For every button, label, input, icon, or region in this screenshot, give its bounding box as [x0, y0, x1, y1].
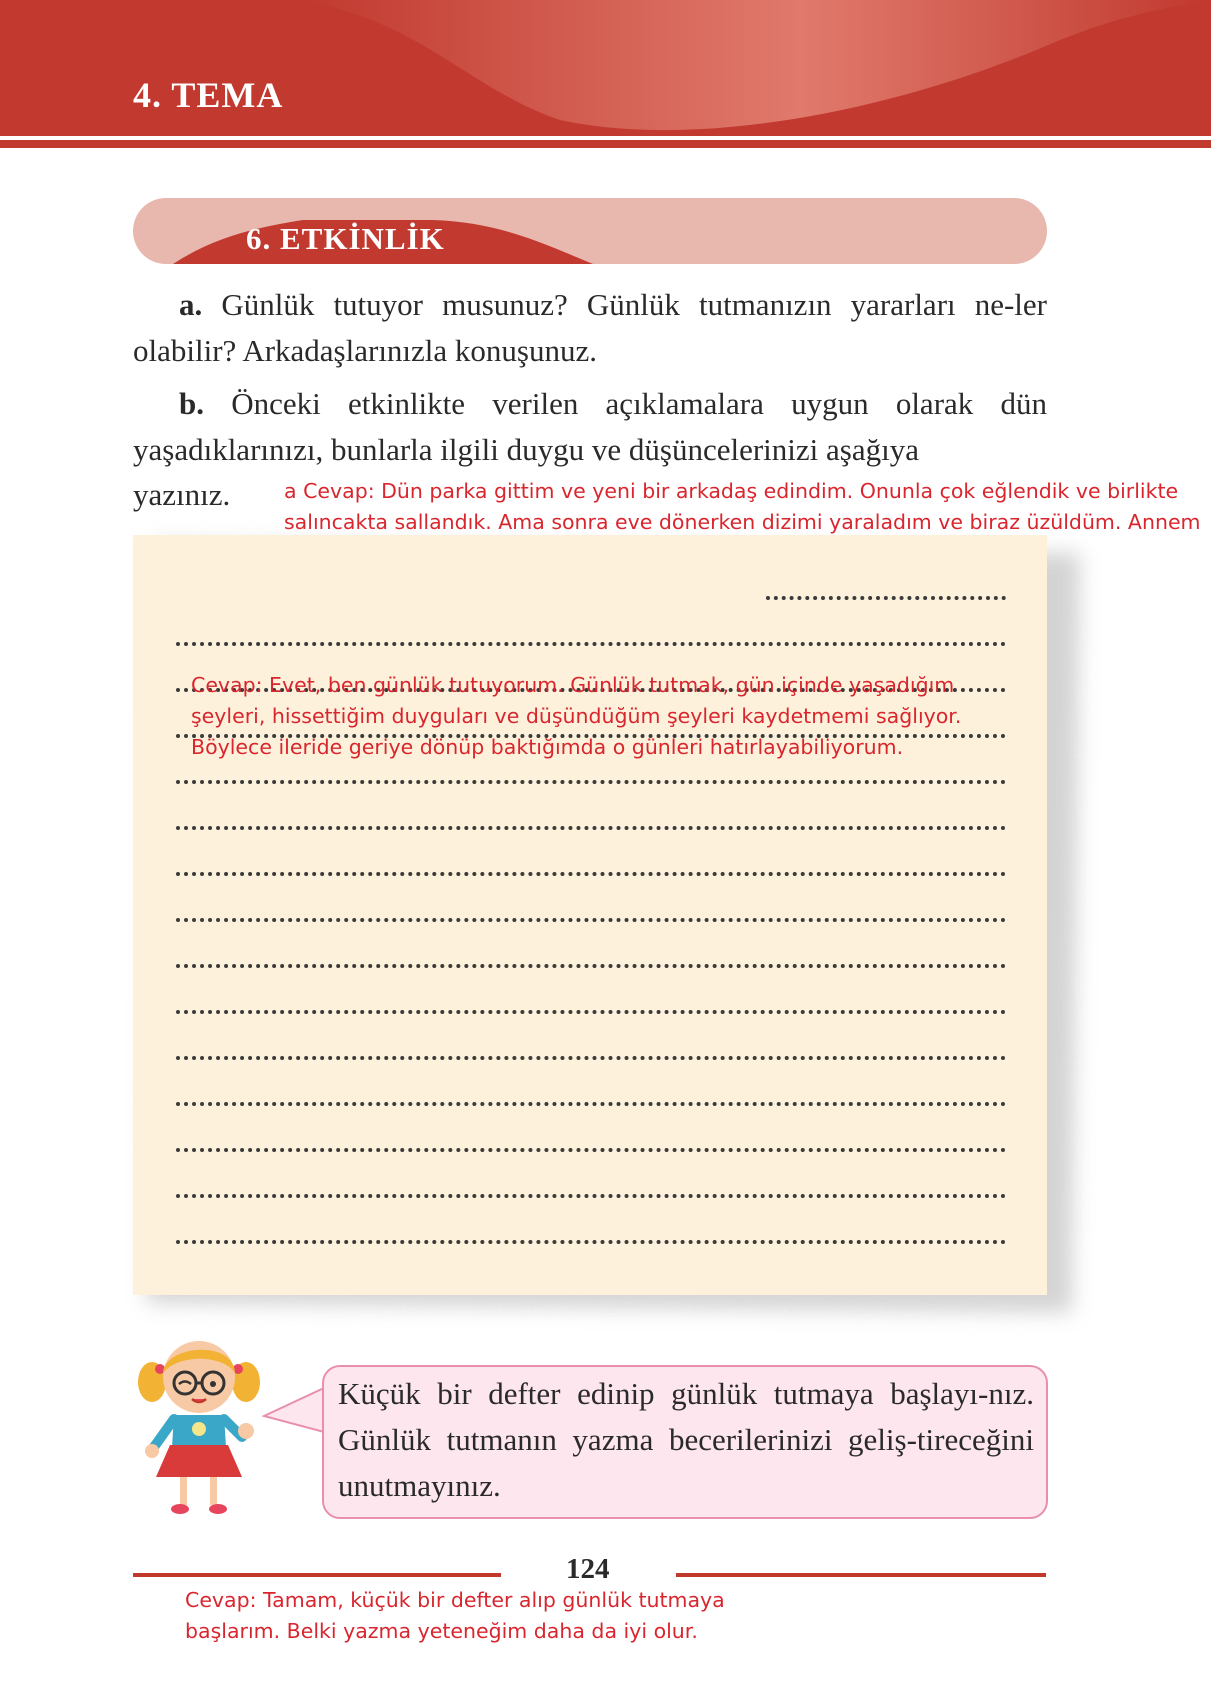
- answer-bubble-text: Cevap: Tamam, küçük bir defter alıp günlük tutmaya başlarım. Belki yazma yeteneğim daha da iyi olur.: [185, 1588, 725, 1643]
- dotted-writing-line[interactable]: [766, 596, 1006, 600]
- question-b-text: Önceki etkinlikte verilen açıklamalara uygun olarak dün yaşadıklarınızı, bunlarla ilgili duygu ve düşüncelerinizi aşağıya: [133, 386, 1047, 467]
- dotted-writing-line[interactable]: [176, 826, 1006, 830]
- activity-title: 6. ETKİNLİK: [246, 221, 445, 256]
- answer-b-text: a Cevap: Dün parka gittim ve yeni bir arkadaş edindim. Onunla çok eğlendik ve birlikte salıncakta sallandık. Ama sonra eve dönerken dizimi yaraladım ve biraz üzüldüm. Annem: [284, 479, 1201, 534]
- dotted-writing-line[interactable]: [176, 1240, 1006, 1244]
- dotted-writing-line[interactable]: [176, 1010, 1006, 1014]
- dotted-writing-line[interactable]: [176, 1056, 1006, 1060]
- writing-card: [133, 535, 1047, 1295]
- dotted-writing-line[interactable]: [176, 642, 1006, 646]
- girl-illustration: [134, 1327, 264, 1517]
- dotted-writing-line[interactable]: [176, 780, 1006, 784]
- speech-bubble-text: Küçük bir defter edinip günlük tutmaya başlayı-nız. Günlük tutmanın yazma becerilerinizi geliş-tireceğini unutmayınız.: [338, 1376, 1034, 1503]
- dotted-writing-line[interactable]: [176, 964, 1006, 968]
- dotted-writing-line[interactable]: [176, 918, 1006, 922]
- speech-bubble-tail: [262, 1386, 326, 1436]
- question-a-marker: a.: [179, 287, 203, 322]
- question-b: [133, 381, 1047, 473]
- footer-rule-right: [676, 1573, 1046, 1577]
- dotted-writing-line[interactable]: [176, 1102, 1006, 1106]
- dotted-writing-line[interactable]: [176, 1148, 1006, 1152]
- footer-rule-left: [133, 1573, 501, 1577]
- question-b-end: yazınız.: [133, 477, 231, 512]
- theme-label: 4. TEMA: [133, 75, 284, 115]
- question-a-text: Günlük tutuyor musunuz? Günlük tutmanızın yararları ne-ler olabilir? Arkadaşlarınızla konuşunuz.: [133, 287, 1047, 368]
- answer-a-text: Cevap: Evet, ben günlük tutuyorum. Günlük tutmak, gün içinde yaşadığım şeyleri, hissettiğim duyguları ve düşündüğüm şeyleri kaydetmemi sağlıyor. Böylece ileride geriye dönüp baktığımda o günleri hatırlayabiliyorum.: [191, 673, 962, 759]
- dotted-writing-line[interactable]: [176, 1194, 1006, 1198]
- question-a: [133, 282, 1047, 374]
- page-number: 124: [566, 1553, 610, 1585]
- dotted-writing-line[interactable]: [176, 872, 1006, 876]
- question-b-marker: b.: [179, 386, 204, 421]
